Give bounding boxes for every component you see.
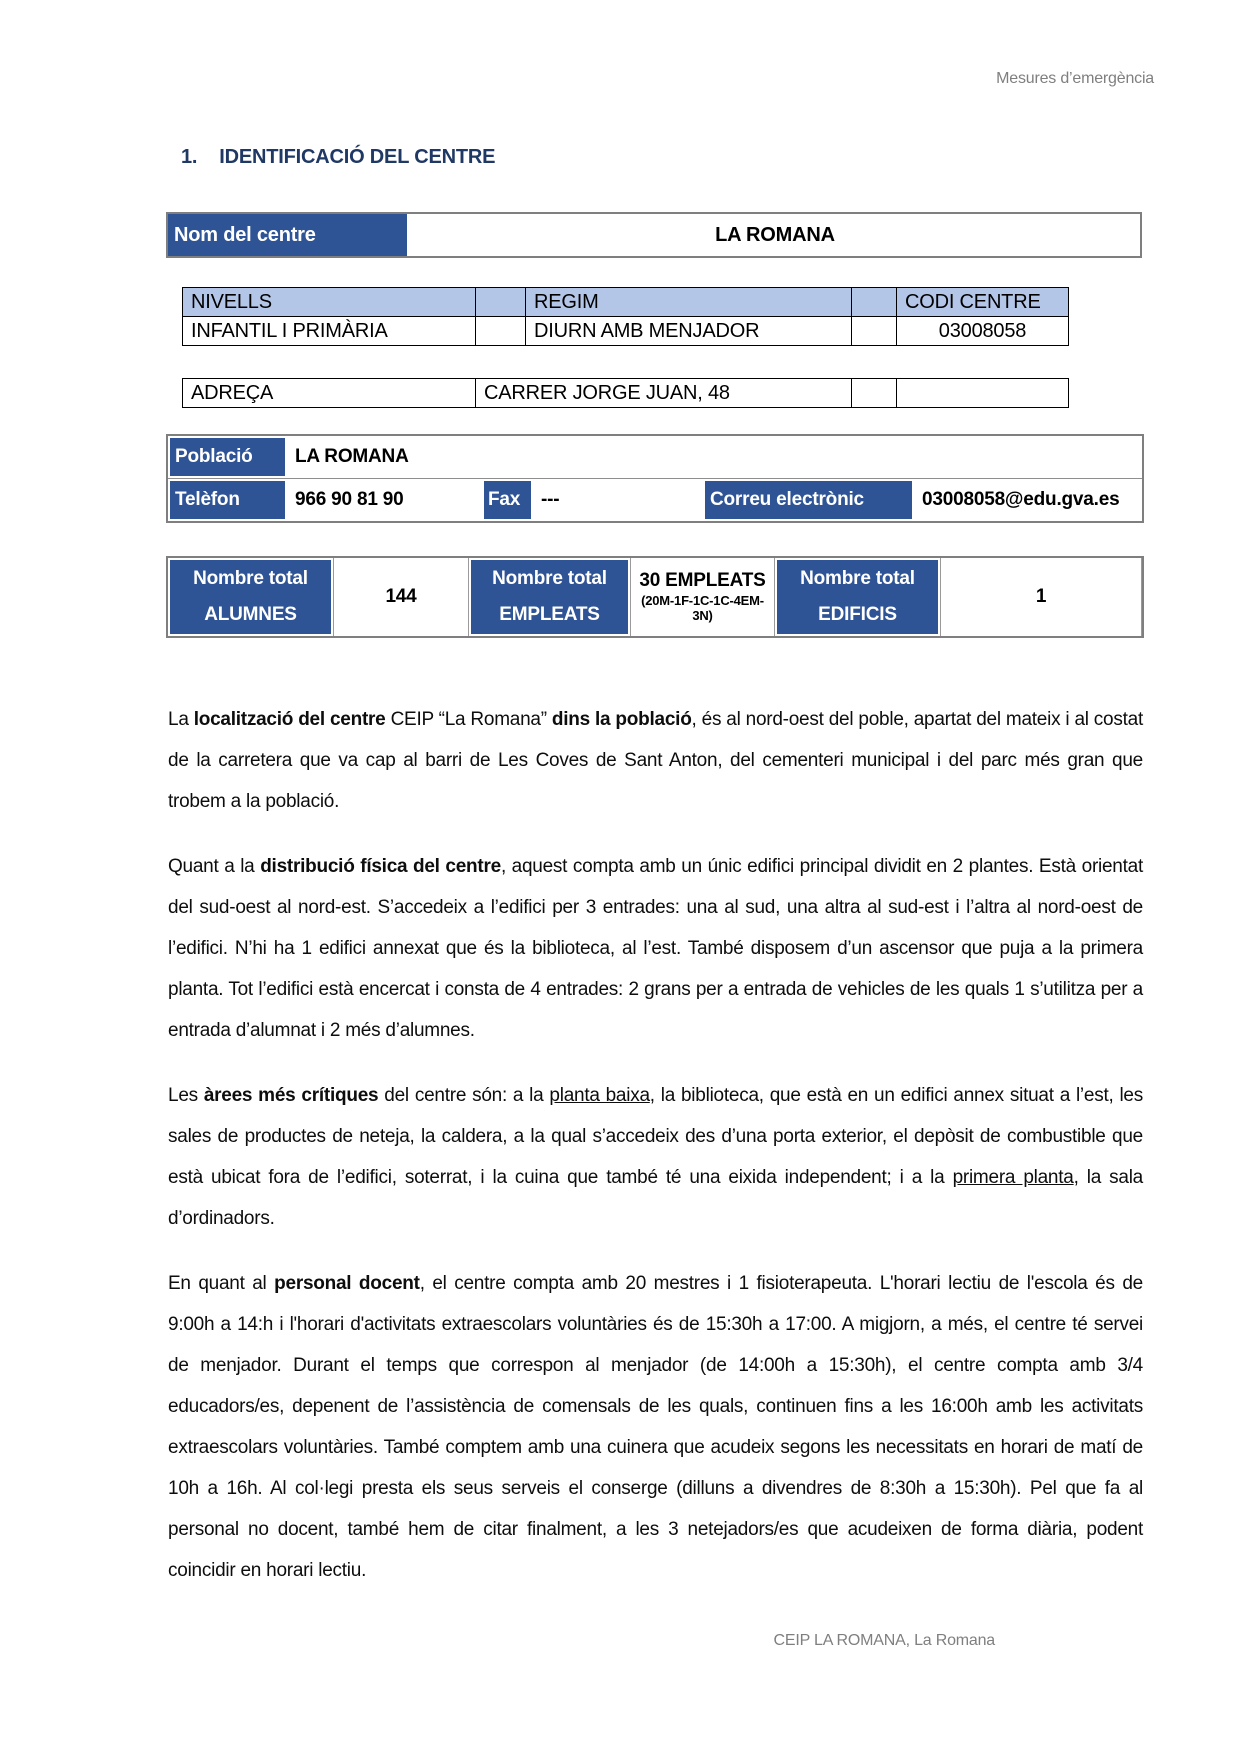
text-run: , la sala d’ordinadors. xyxy=(168,1167,1144,1229)
poblacio-label: Població xyxy=(168,436,287,478)
nivells-header: NIVELLS xyxy=(183,288,476,317)
poblacio-row xyxy=(168,436,1142,478)
empleats-value-main: 30 EMPLEATS xyxy=(639,570,766,592)
spacer-cell xyxy=(476,288,526,317)
empleats-label-line1: Nombre total xyxy=(492,568,607,589)
body-paragraph-localitzacio xyxy=(168,699,1143,822)
empleats-value xyxy=(630,558,775,636)
codi-centre-value: 03008058 xyxy=(897,317,1069,346)
adreca-label: ADREÇA xyxy=(183,379,476,408)
empleats-label xyxy=(469,558,630,636)
text-run: Quant a la xyxy=(168,856,261,877)
text-run: distribució física del centre xyxy=(260,856,501,877)
alumnes-label-line2: ALUMNES xyxy=(204,604,297,625)
text-run: , aquest compta amb un únic edifici principal dividit en 2 plantes. Està orientat del sud-oest al nord-est. S’accedeix a l’edifici per 3 entrades: una al sud, una altra al sud-est i l’altra al nord-oest de l’edifici. N’hi ha 1 edifici annexat que és la biblioteca, al l’est. També disposem d’un ascensor que puja a la primera planta. Tot l’edifici està encercat i consta de 4 entrades: 2 grans per a entrada de vehicles de les quals 1 s’utilitza per a entrada d’alumnat i 2 més d’alumnes. xyxy=(168,856,1143,1041)
body-paragraph-personal-docent xyxy=(168,1263,1143,1591)
section-heading xyxy=(181,146,495,169)
section-number: 1. xyxy=(181,146,198,168)
empty-cell xyxy=(897,379,1069,408)
header-right-text: Mesures d’emergència xyxy=(996,70,1154,87)
body-paragraph-arees-critiques xyxy=(168,1075,1143,1239)
text-run: planta baixa xyxy=(549,1085,650,1106)
text-run: La xyxy=(168,709,194,730)
edificis-label-line1: Nombre total xyxy=(800,568,915,589)
spacer-cell xyxy=(852,379,897,408)
edificis-value: 1 xyxy=(940,558,1142,636)
text-run: Les xyxy=(168,1085,204,1106)
empleats-label-line2: EMPLEATS xyxy=(499,604,600,625)
telefon-row xyxy=(168,478,1142,521)
text-run: localització del centre xyxy=(193,709,386,730)
table-row xyxy=(183,317,1069,346)
text-run: En quant al xyxy=(168,1273,275,1294)
text-run: dins la població xyxy=(551,709,692,730)
section-title: IDENTIFICACIÓ DEL CENTRE xyxy=(219,146,496,168)
spacer-cell xyxy=(852,317,897,346)
text-run: , la biblioteca, que està en un edifici annex situat a l’est, les sales de productes de neteja, la caldera, a la qual s’accedeix des d’una porta exterior, el depòsit de combustible que està ubicat fora de l’edifici, soterrat, i la cuina que també té una eixida independent; i a la xyxy=(168,1085,1143,1188)
telefon-value: 966 90 81 90 xyxy=(295,489,404,510)
nom-del-centre-table xyxy=(166,212,1142,258)
text-run: , el centre compta amb 20 mestres i 1 fisioterapeuta. L'horari lectiu de l'escola és de 9:00h a 14:h i l'horari d'activitats extraescolars voluntàries és de 15:30h a 17:00. A migjorn, a més, el centre té servei de menjador. Durant el temps que correspon al menjador (de 14:00h a 15:30h), el centre compta amb 3/4 educadors/es, depenent de l’assistència de comensals de les quals, continuen fins a les 16:00h amb les activitats extraescolars voluntàries. També comptem amb una cuinera que acudeix segons les necessitats en horari de matí de 10h a 16h. Al col·legi presta els seus serveis el conserge (dilluns a divendres de 8:30h a 15:30h). Pel que fa al personal no docent, també hem de citar finalment, a les 3 netejadors/es que acudeixen de forma diària, podent coincidir en horari lectiu. xyxy=(168,1273,1143,1581)
empleats-value-detail: (20M-1F-1C-1C-4EM-3N) xyxy=(641,593,764,623)
body-paragraph-distribucio xyxy=(168,846,1143,1051)
edificis-label-line2: EDIFICIS xyxy=(818,604,897,625)
fax-label: Fax xyxy=(482,479,533,521)
codi-centre-header: CODI CENTRE xyxy=(897,288,1069,317)
telefon-label: Telèfon xyxy=(168,479,287,521)
nom-del-centre-value: LA ROMANA xyxy=(715,223,835,246)
footer-text: CEIP LA ROMANA, La Romana xyxy=(773,1632,995,1649)
text-run: CEIP “La Romana” xyxy=(385,709,552,730)
text-run: personal docent xyxy=(274,1273,420,1294)
nom-del-centre-label: Nom del centre xyxy=(168,214,410,256)
alumnes-label-line1: Nombre total xyxy=(193,568,308,589)
regim-header: REGIM xyxy=(526,288,852,317)
correu-label: Correu electrònic xyxy=(703,479,914,521)
adreca-value: CARRER JORGE JUAN, 48 xyxy=(476,379,852,408)
table-row xyxy=(183,379,1069,408)
alumnes-label xyxy=(168,558,333,636)
nivells-value: INFANTIL I PRIMÀRIA xyxy=(183,317,476,346)
nivells-regim-codi-table xyxy=(182,287,1069,346)
spacer-cell xyxy=(476,317,526,346)
table-header-row xyxy=(183,288,1069,317)
totals-table xyxy=(166,556,1144,638)
regim-value: DIURN AMB MENJADOR xyxy=(526,317,852,346)
text-run: del centre són: a la xyxy=(378,1085,550,1106)
text-run: , és al nord-oest del poble, apartat del mateix i al costat de la carretera que va cap al barri de Les Coves de Sant Anton, del cementeri municipal i del parc més gran que trobem a la població. xyxy=(168,709,1143,812)
text-run: àrees més crítiques xyxy=(203,1085,379,1106)
text-run: primera planta xyxy=(952,1167,1074,1188)
alumnes-value: 144 xyxy=(333,558,469,636)
adreca-table xyxy=(182,378,1069,408)
contact-table xyxy=(166,434,1144,523)
fax-value: --- xyxy=(541,489,560,510)
correu-value: 03008058@edu.gva.es xyxy=(922,489,1120,510)
edificis-label xyxy=(775,558,940,636)
poblacio-value: LA ROMANA xyxy=(295,446,409,467)
spacer-cell xyxy=(852,288,897,317)
body-text xyxy=(168,699,1143,1615)
